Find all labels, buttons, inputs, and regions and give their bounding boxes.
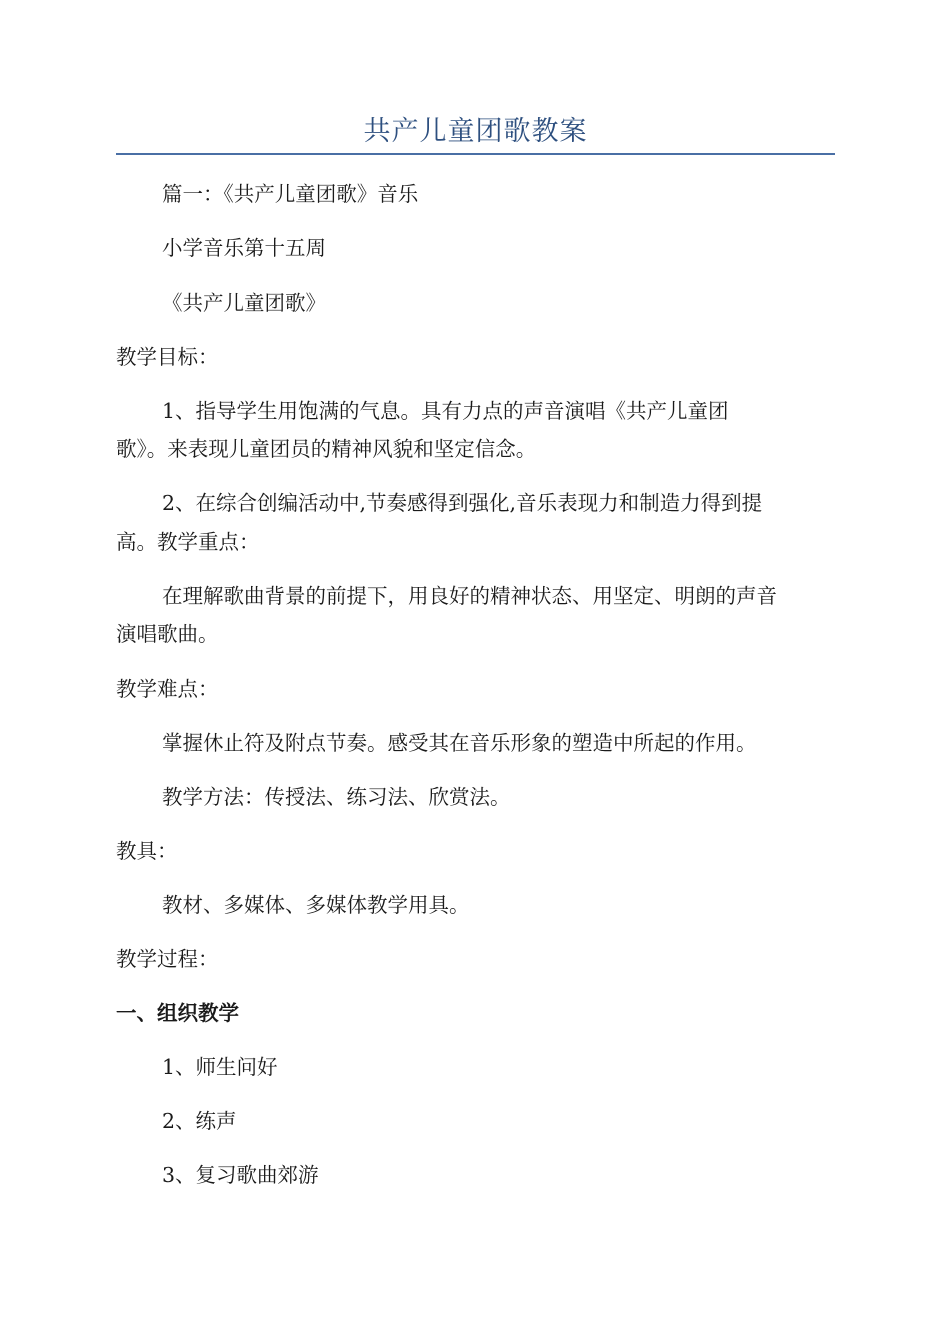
paragraph-chapter-heading: 篇一：《共产儿童团歌》音乐 [162, 182, 419, 206]
paragraph-objective-2-line2: 高。教学重点： [116, 530, 260, 554]
paragraph-difficulty: 掌握休止符及附点节奏。感受其在音乐形象的塑造中所起的作用。 [162, 731, 757, 755]
paragraph-process-label: 教学过程： [116, 947, 219, 971]
paragraph-key-point-line1: 在理解歌曲背景的前提下，用良好的精神状态、用坚定、明朗的声音 [162, 584, 777, 608]
paragraph-methods: 教学方法：传授法、练习法、欣赏法。 [162, 785, 511, 809]
paragraph-difficulty-label: 教学难点： [116, 677, 219, 701]
list-item-greeting: 1、师生问好 [162, 1055, 278, 1079]
page-title: 共产儿童团歌教案 [363, 116, 588, 147]
list-item-vocal-practice: 2、练声 [162, 1109, 237, 1133]
paragraph-objective-2-line1: 2、在综合创编活动中,节奏感得到强化,音乐表现力和制造力得到提 [162, 491, 763, 515]
list-item-review-song: 3、复习歌曲郊游 [162, 1163, 319, 1187]
paragraph-objectives-label: 教学目标： [116, 345, 219, 369]
paragraph-tools-label: 教具： [116, 839, 178, 863]
paragraph-week: 小学音乐第十五周 [162, 236, 326, 260]
paragraph-objective-1-line2: 歌》。来表现儿童团员的精神风貌和坚定信念。 [116, 437, 537, 461]
title-underline [116, 153, 835, 155]
paragraph-objective-1-line1: 1、指导学生用饱满的气息。具有力点的声音演唱《共产儿童团 [162, 399, 729, 423]
paragraph-song-title: 《共产儿童团歌》 [162, 291, 326, 315]
paragraph-key-point-line2: 演唱歌曲。 [116, 622, 219, 646]
paragraph-tools: 教材、多媒体、多媒体教学用具。 [162, 893, 470, 917]
section-heading-organize: 一、组织教学 [116, 1001, 239, 1025]
